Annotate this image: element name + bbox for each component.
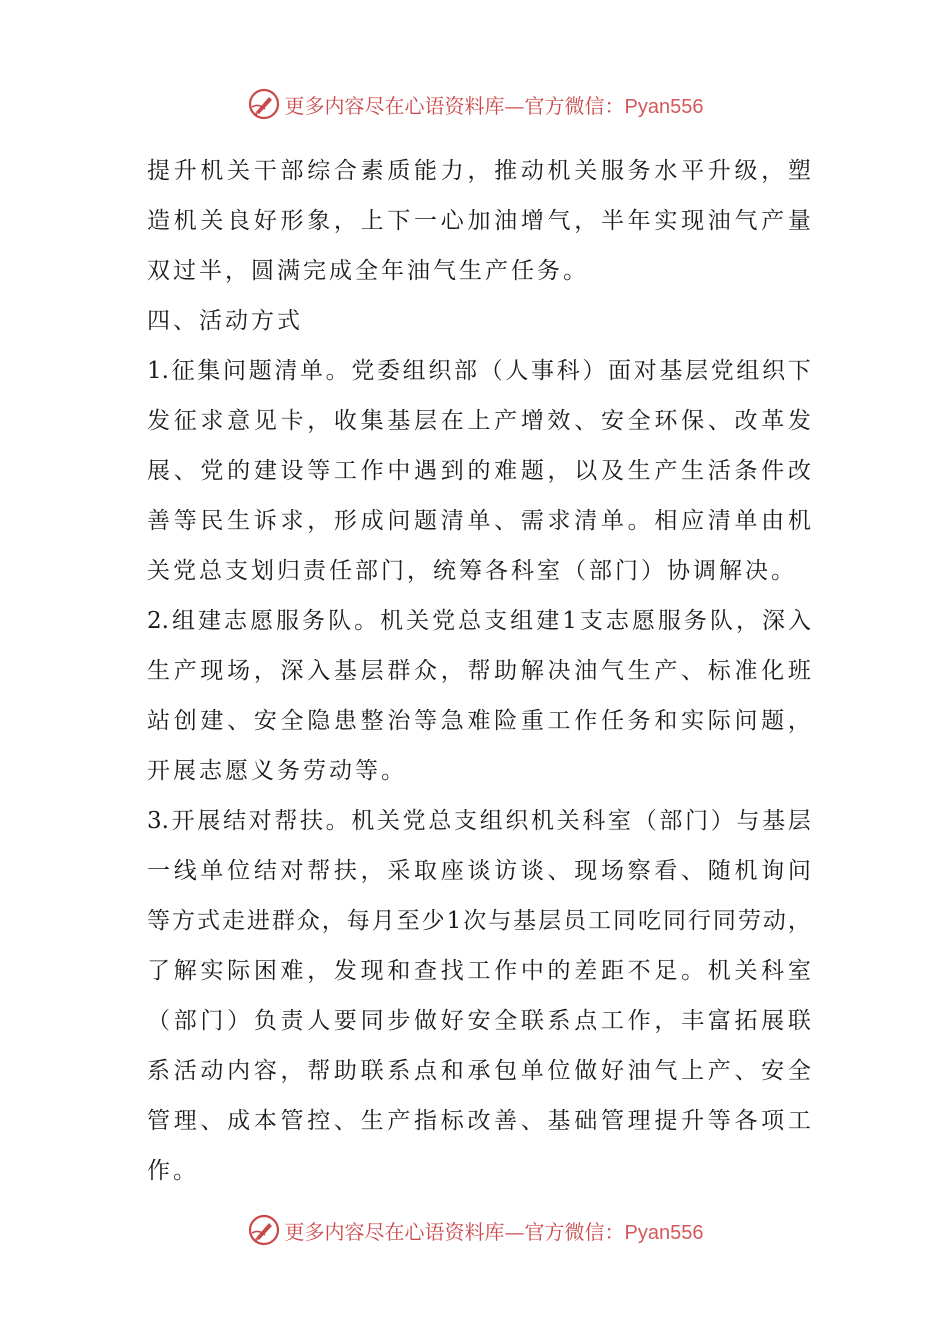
footer-banner-text: 更多内容尽在心语资料库—官方微信： [284, 1219, 625, 1244]
text-line: 生 产 现 场 ， 深 入 基 层 群 众 ， 帮 助 解 决 油 气 生 产 、 标 准 化 班 [147, 658, 811, 684]
text-line: 3. 开 展 结 对 帮 扶 。 机 关 党 总 支 组 织 机 关 科 室 （ 部 门 ） 与 基 层 [147, 808, 811, 834]
document-body [147, 146, 811, 1196]
text-line: 双过半，圆满完成全年油气生产任务。 [147, 258, 589, 284]
text-line: 一 线 单 位 结 对 帮 扶 ， 采 取 座 谈 访 谈 、 现 场 察 看 、 随 机 询 问 [147, 858, 811, 884]
footer-wechat-id: Pyan556 [624, 1221, 704, 1244]
text-line: 善 等 民 生 诉 求 ， 形 成 问 题 清 单 、 需 求 清 单 。 相 应 清 单 由 机 [147, 508, 811, 534]
text-line: 发 征 求 意 见 卡 ， 收 集 基 层 在 上 产 增 效 、 安 全 环 保 、 改 革 发 [147, 408, 811, 434]
text-line: 系 活 动 内 容 ， 帮 助 联 系 点 和 承 包 单 位 做 好 油 气 上 产 、 安 全 [147, 1058, 811, 1084]
text-line: 开展志愿义务劳动等。 [147, 758, 407, 784]
header-watermark-banner [0, 84, 950, 124]
pen-logo-icon [247, 87, 281, 121]
header-banner-text: 更多内容尽在心语资料库—官方微信： [284, 93, 625, 118]
text-line: 管 理 、 成 本 管 控 、 生 产 指 标 改 善 、 基 础 管 理 提 升 等 各 项 工 [147, 1108, 811, 1134]
footer-watermark-banner [0, 1210, 950, 1250]
text-line: 四、活动方式 [147, 308, 303, 334]
text-line: 展 、 党 的 建 设 等 工 作 中 遇 到 的 难 题 ， 以 及 生 产 生 活 条 件 改 [147, 458, 811, 484]
text-line: 2. 组 建 志 愿 服 务 队 。 机 关 党 总 支 组 建 1 支 志 愿 服 务 队 ， 深 入 [147, 608, 811, 634]
text-line: （ 部 门 ） 负 责 人 要 同 步 做 好 安 全 联 系 点 工 作 ， 丰 富 拓 展 联 [147, 1008, 811, 1034]
text-line: 1. 征 集 问 题 清 单 。 党 委 组 织 部 （ 人 事 科 ） 面 对 基 层 党 组 织 下 [147, 358, 811, 384]
header-wechat-id: Pyan556 [624, 95, 704, 118]
text-line: 关党总支划归责任部门，统筹各科室（部门）协调解决。 [147, 558, 797, 584]
text-line: 造 机 关 良 好 形 象 ， 上 下 一 心 加 油 增 气 ， 半 年 实 现 油 气 产 量 [147, 208, 811, 234]
text-line: 作。 [147, 1158, 199, 1184]
text-line: 站 创 建 、 安 全 隐 患 整 治 等 急 难 险 重 工 作 任 务 和 实 际 问 题 ， [147, 708, 811, 734]
text-line: 等 方 式 走 进 群 众 ， 每 月 至 少 1 次 与 基 层 员 工 同 吃 同 行 同 劳 动 ， [147, 908, 811, 934]
text-line: 了 解 实 际 困 难 ， 发 现 和 查 找 工 作 中 的 差 距 不 足 。 机 关 科 室 [147, 958, 811, 984]
text-line: 提 升 机 关 干 部 综 合 素 质 能 力 ， 推 动 机 关 服 务 水 平 升 级 ， 塑 [147, 158, 811, 184]
pen-logo-icon [247, 1213, 281, 1247]
